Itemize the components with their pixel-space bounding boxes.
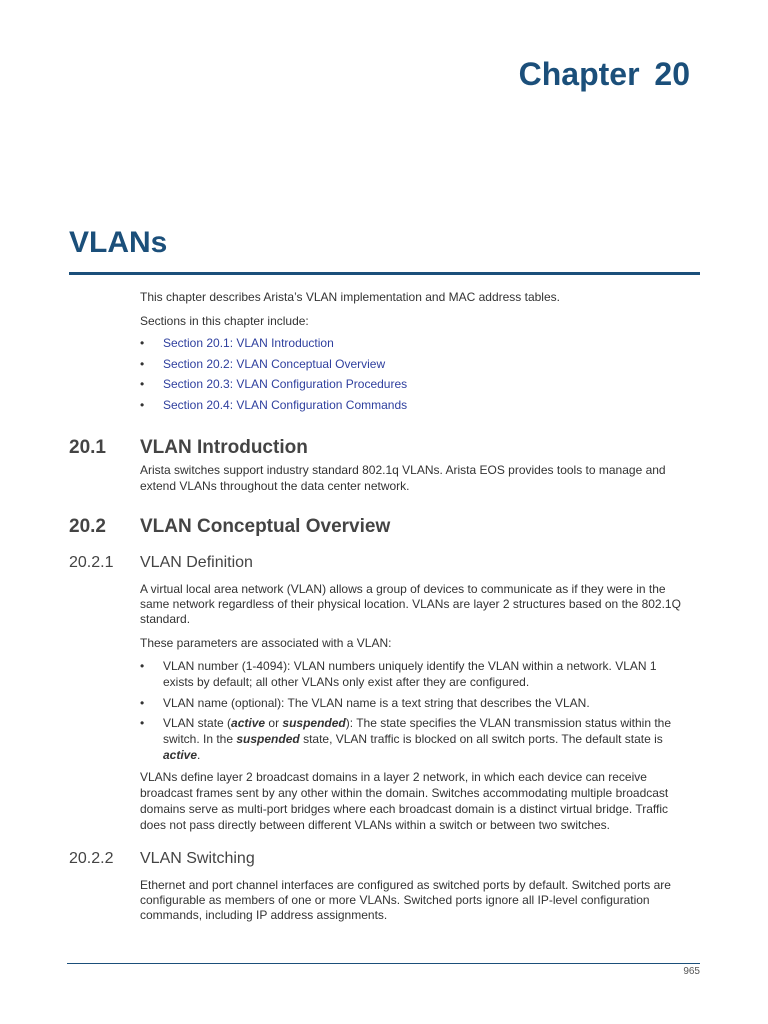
bullet-line: VLAN number (1-4094): VLAN numbers uniquely identify the VLAN within a network. VLAN 1 — [163, 659, 657, 673]
section-number: 20.1 — [69, 437, 106, 458]
page-title: VLANs — [69, 226, 168, 259]
paragraph-line: standard. — [140, 612, 191, 626]
section-link-4[interactable]: Section 20.4: VLAN Configuration Commands — [163, 398, 408, 412]
bullet-dot: • — [140, 336, 145, 350]
paragraph-line: VLANs define layer 2 broadcast domains in a layer 2 network, in which each device can receive — [140, 770, 647, 784]
bullet-line: active. — [163, 748, 201, 762]
title-divider — [69, 272, 700, 275]
section-number: 20.2 — [69, 516, 106, 537]
bullet-line: VLAN state (active or suspended): The state specifies the VLAN transmission status within the — [163, 716, 672, 730]
subsection-number: 20.2.1 — [69, 554, 114, 571]
params-lead: These parameters are associated with a VLAN: — [140, 636, 392, 650]
paragraph-line: broadcast frames sent by any other within the domain. Switches accommodating multiple broadcast — [140, 786, 669, 800]
section-link-3[interactable]: Section 20.3: VLAN Configuration Procedures — [163, 377, 408, 391]
paragraph-line: configurable as members of one or more VLANs. Switched ports ignore all IP-level configuration — [140, 893, 650, 907]
sections-lead: Sections in this chapter include: — [140, 314, 309, 328]
bullet-dot: • — [140, 716, 145, 730]
bullet-dot: • — [140, 357, 145, 371]
section-body-line: extend VLANs throughout the data center network. — [140, 479, 410, 493]
bullet-dot: • — [140, 398, 145, 412]
section-body-line: Arista switches support industry standard 802.1q VLANs. Arista EOS provides tools to manage and — [140, 463, 666, 477]
subsection-heading: VLAN Definition — [140, 554, 253, 571]
bullet-dot: • — [140, 659, 145, 673]
section-link-1[interactable]: Section 20.1: VLAN Introduction — [163, 336, 334, 350]
section-link-2[interactable]: Section 20.2: VLAN Conceptual Overview — [163, 357, 386, 371]
page-number: 965 — [683, 966, 700, 977]
paragraph-line: A virtual local area network (VLAN) allows a group of devices to communicate as if they were in the — [140, 582, 666, 596]
paragraph-line: Ethernet and port channel interfaces are configured as switched ports by default. Switched ports are — [140, 878, 671, 892]
bullet-dot: • — [140, 377, 145, 391]
subsection-heading: VLAN Switching — [140, 850, 255, 867]
paragraph-line: same network regardless of their physical location. VLANs are layer 2 structures based on the 802.1Q — [140, 597, 681, 611]
section-heading: VLAN Conceptual Overview — [140, 516, 391, 537]
chapter-label: Chapter 20 — [518, 56, 690, 92]
bullet-line: VLAN name (optional): The VLAN name is a text string that describes the VLAN. — [163, 696, 590, 710]
paragraph-line: does not pass directly between different VLANs within a switch or between two switches. — [140, 818, 611, 832]
bullet-line: exists by default; all other VLANs only exist after they are configured. — [163, 675, 530, 689]
subsection-number: 20.2.2 — [69, 850, 114, 867]
bullet-line: switch. In the suspended state, VLAN traffic is blocked on all switch ports. The default state is — [163, 732, 663, 746]
footer-divider — [67, 963, 700, 964]
section-heading: VLAN Introduction — [140, 437, 308, 458]
intro-text: This chapter describes Arista’s VLAN implementation and MAC address tables. — [140, 290, 560, 304]
bullet-dot: • — [140, 696, 145, 710]
paragraph-line: domains serve as multi-port bridges where each broadcast domain is a distinct virtual bridge. Traffic — [140, 802, 669, 816]
paragraph-line: commands, including IP address assignments. — [140, 908, 388, 922]
